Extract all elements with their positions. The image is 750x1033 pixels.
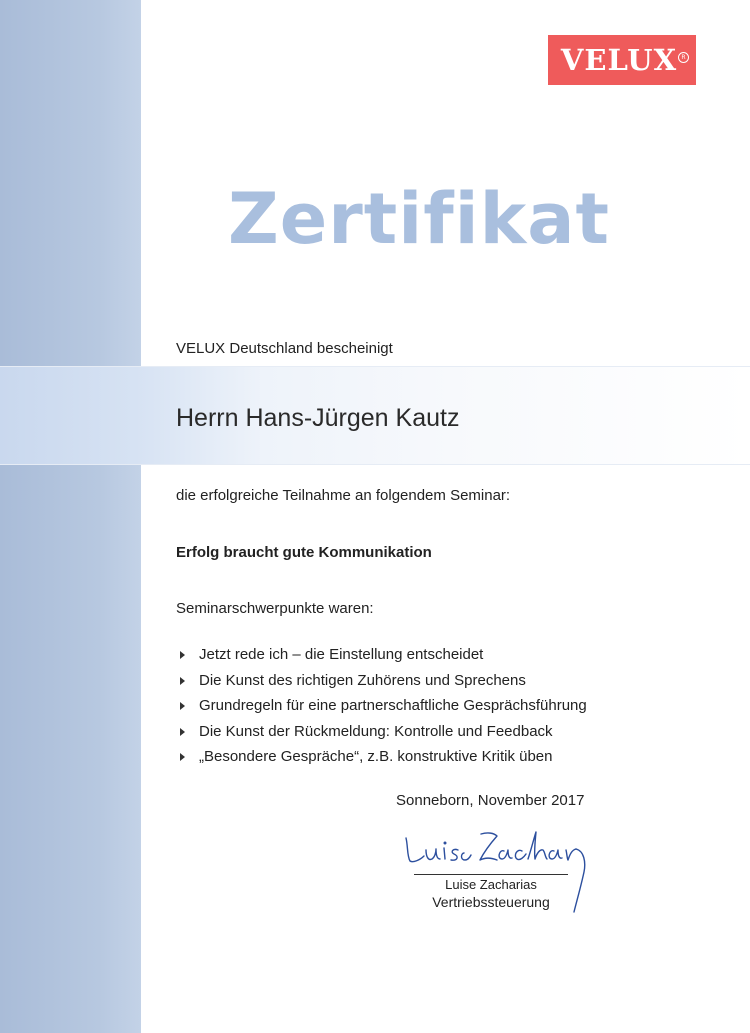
triangle-bullet-icon	[180, 728, 185, 736]
list-item-label: Die Kunst der Rückmeldung: Kontrolle und Feedback	[199, 722, 553, 740]
band-top-rule	[0, 366, 750, 367]
velux-logo	[548, 35, 696, 85]
signature-line	[414, 874, 568, 875]
triangle-bullet-icon	[180, 702, 185, 710]
list-item-label: Die Kunst des richtigen Zuhörens und Sprechens	[199, 671, 526, 689]
certificate-title: Zertifikat	[228, 178, 610, 260]
place-and-date: Sonneborn, November 2017	[396, 792, 585, 809]
triangle-bullet-icon	[180, 753, 185, 761]
signer-name: Luise Zacharias	[445, 877, 537, 892]
list-item-label: „Besondere Gespräche“, z.B. konstruktive Kritik üben	[199, 748, 553, 766]
seminar-title: Erfolg braucht gute Kommunikation	[176, 544, 432, 561]
triangle-bullet-icon	[180, 677, 185, 685]
participation-statement: die erfolgreiche Teilnahme an folgendem Seminar:	[176, 487, 511, 504]
focus-list	[180, 642, 587, 770]
registered-mark: R	[678, 52, 689, 63]
list-item	[180, 719, 587, 745]
list-item	[180, 744, 587, 770]
issuer-statement: VELUX Deutschland bescheinigt	[176, 340, 393, 357]
focus-heading: Seminarschwerpunkte waren:	[176, 600, 374, 617]
triangle-bullet-icon	[180, 651, 185, 659]
list-item	[180, 642, 587, 668]
list-item-label: Jetzt rede ich – die Einstellung entscheidet	[199, 646, 484, 664]
recipient-name: Herrn Hans-Jürgen Kautz	[176, 404, 460, 432]
list-item	[180, 668, 587, 694]
list-item-label: Grundregeln für eine partnerschaftliche Gesprächsführung	[199, 697, 587, 715]
list-item	[180, 693, 587, 719]
signer-role: Vertriebssteuerung	[432, 894, 550, 910]
band-bottom-rule	[0, 464, 750, 465]
left-decorative-band	[0, 0, 141, 1033]
logo-text: VELUX	[560, 43, 678, 77]
